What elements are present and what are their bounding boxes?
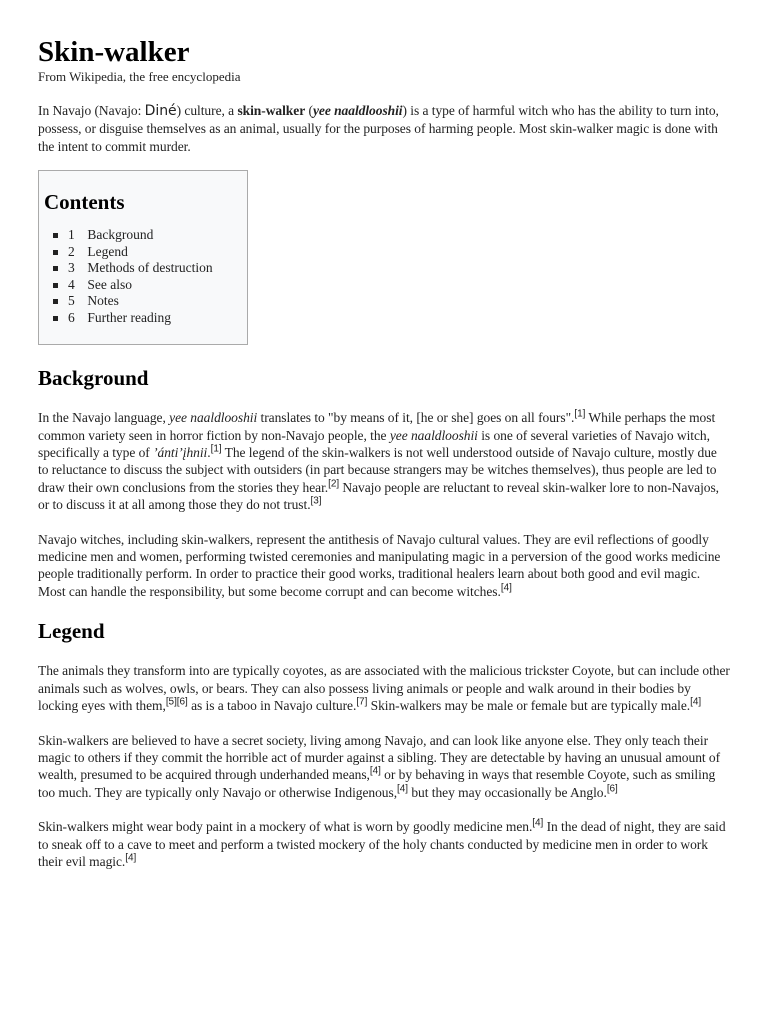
citation[interactable]: [4] (397, 783, 409, 795)
citation[interactable]: [6] (176, 696, 188, 708)
bold-term: skin-walker (237, 103, 306, 118)
toc-item-see-also[interactable]: 4 See also (68, 277, 242, 294)
legend-paragraph-3: Skin-walkers might wear body paint in a mockery of what is worn by goodly medicine men.[4] In the dead of night, they are said to sneak off to a cave to meet and perform a twisted mockery of the holy chants conducted by medicine men in order to work their evil magic.[4] (38, 817, 726, 869)
legend-paragraph-1: The animals they transform into are typically coyotes, as are associated with the malicious trickster Coyote, but can include other animals such as wolves, owls, or bears. They can also possess living animals or people and walk around in their bodies by locking eyes with them,[5][6] as is a taboo in Navajo culture.[7] Skin-walkers may be male or female but are typically male.[4] (38, 663, 730, 714)
dine-term: Diné (144, 103, 177, 119)
citation[interactable]: [7] (356, 696, 368, 708)
citation[interactable]: [2] (328, 478, 340, 490)
toc-item-notes[interactable]: 5 Notes (68, 293, 242, 310)
toc-item-background[interactable]: 1 Background (68, 227, 242, 244)
citation[interactable]: [3] (310, 495, 322, 507)
citation[interactable]: [4] (532, 817, 544, 829)
citation[interactable]: [4] (690, 696, 702, 708)
intro-paragraph: In Navajo (Navajo: Diné) culture, a skin-walker (yee naaldlooshii) is a type of harmful witch who has the ability to turn into, possess, or disguise themselves as an animal, usually for the purposes of harming people. Most skin-walker magic is done with the intent to commit murder. (38, 103, 719, 154)
citation[interactable]: [5] (165, 696, 177, 708)
citation[interactable]: [6] (606, 783, 618, 795)
citation[interactable]: [4] (125, 852, 137, 864)
section-heading-legend: Legend (38, 619, 105, 644)
background-paragraph-2: Navajo witches, including skin-walkers, represent the antithesis of Navajo cultural values. They are evil reflections of goodly medicine men and women, performing twisted ceremonies and manipulating magic in a perversion of the good works medicine people traditionally perform. In order to practice their good works, traditional healers learn about both good and evil magic. Most can handle the responsibility, but some become corrupt and can become witches.[4] (38, 531, 721, 599)
legend-paragraph-2: Skin-walkers are believed to have a secret society, living among Navajo, and can look like anyone else. They only teach their magic to others if they commit the horrible act of murder against a sibling. They are detectable by having an unusual amount of wealth, presumed to be acquired through underhanded means,[4] or by behaving in ways that resemble Coyote, such as smiling too much. They are typically only Navajo or otherwise Indigenous,[4] but they may occasionally be Anglo.[6] (38, 732, 721, 800)
toc-title: Contents (44, 190, 125, 215)
toc-item-methods-of-destruction[interactable]: 3 Methods of destruction (68, 260, 242, 277)
table-of-contents (38, 170, 248, 345)
toc-item-legend[interactable]: 2 Legend (68, 244, 242, 261)
site-tagline: From Wikipedia, the free encyclopedia (38, 69, 241, 84)
citation[interactable]: [1] (210, 443, 222, 455)
toc-list (44, 227, 242, 326)
citation[interactable]: [4] (369, 765, 381, 777)
background-paragraph-1: In the Navajo language, yee naaldlooshii translates to "by means of it, [he or she] goes on all fours".[1] While perhaps the most common variety seen in horror fiction by non-Navajo people, the yee naaldlooshii is one of several varieties of Navajo witch, specifically a type of ’ánti’įhnii.[1] The legend of the skin-walkers is not well understood outside of Navajo culture, mostly due to reluctance to discuss the subject with outsiders (in part because strangers may be witches themselves), thus people are led to draw their own conclusions from the stories they hear.[2] Navajo people are reluctant to reveal skin-walker lore to non-Navajos, or to discuss it at all among those they do not trust.[3] (38, 408, 720, 513)
toc-item-further-reading[interactable]: 6 Further reading (68, 310, 242, 327)
native-term: yee naaldlooshii (312, 103, 403, 118)
page-title: Skin-walker (38, 36, 190, 68)
citation[interactable]: [1] (574, 408, 586, 420)
section-heading-background: Background (38, 366, 149, 391)
citation[interactable]: [4] (500, 582, 512, 594)
